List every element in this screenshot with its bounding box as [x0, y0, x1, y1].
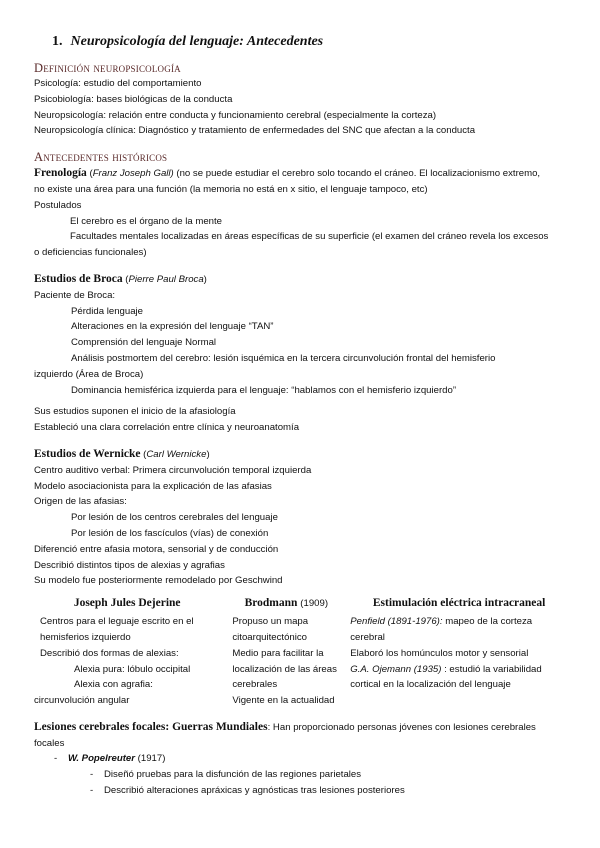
broca-item: Alteraciones en la expresión del lenguaje “TAN”	[71, 321, 274, 333]
wernicke-origen-item: Por lesión de los fascículos (vías) de conexión	[71, 527, 269, 539]
wernicke-line: Modelo asociacionista para la explicación de las afasias	[34, 480, 272, 492]
brodmann-line: Medio para facilitar la	[232, 647, 324, 659]
broca-item: Comprensión del lenguaje Normal	[71, 337, 217, 349]
dejerine-line: Alexia pura: lóbulo occipital	[74, 663, 191, 675]
wernicke-label: Estudios de Wernicke	[34, 447, 141, 460]
broca-dominancia: Dominancia hemisférica izquierda para el lenguaje: “hablamos con el hemisferio izquierdo”	[71, 384, 457, 396]
wernicke-author: Carl Wernicke	[146, 448, 207, 460]
brodmann-heading	[232, 595, 340, 612]
estimulacion-line	[350, 614, 568, 630]
broca-summary: Estableció una clara correlación entre clínica y neuroanatomía	[34, 422, 300, 434]
broca-analisis: Análisis postmortem del cerebro: lesión isquémica en la tercera circunvolución frontal del hemisferio	[71, 352, 496, 364]
wernicke-heading: Estudios de Wernicke (Carl Wernicke)	[34, 447, 210, 460]
broca-author: Pierre Paul Broca	[128, 273, 204, 285]
lesiones-line-2: focales	[34, 737, 65, 749]
page-title	[52, 34, 568, 50]
frenologia-author: Franz Joseph Gall)	[92, 168, 174, 180]
dejerine-line: hemisferios izquierdo	[40, 631, 131, 643]
frenologia-line-2: no existe una área para una función (la memoria no está en x sitio, el lenguaje tampoco, etc)	[34, 183, 428, 195]
postulados-label: Postulados	[34, 199, 82, 211]
ojemann-author: G.A. Ojemann (1935)	[350, 663, 442, 675]
frenologia-line	[34, 165, 568, 182]
definicion-line: Neuropsicología clínica: Diagnóstico y tratamiento de enfermedades del SNC que afectan a la conducta	[34, 125, 476, 137]
lesiones-line	[34, 719, 568, 736]
penfield-author: Penfield (1891-1976):	[350, 616, 443, 628]
wernicke-line: Describió distintos tipos de alexias y agrafias	[34, 559, 225, 571]
list-item	[34, 783, 568, 799]
lesiones-text: : Han proporcionado personas jóvenes con lesiones cerebrales	[267, 721, 536, 733]
frenologia-rest: (no se puede estudiar el cerebro solo tocando el cráneo. El localizacionismo extremo,	[173, 168, 541, 180]
definicion-line: Psicología: estudio del comportamiento	[34, 78, 202, 89]
ojemann-text: : estudió la variabilidad	[441, 663, 542, 675]
estimulacion-line: Elaboró los homúnculos motor y sensorial	[350, 647, 529, 659]
popelreuter-name: W. Popelreuter	[68, 753, 135, 765]
dejerine-heading: Joseph Jules Dejerine	[73, 597, 181, 610]
brodmann-line: cerebrales	[232, 679, 278, 691]
title-text: Neuropsicología del lenguaje: Antecedentes	[70, 34, 324, 49]
broca-heading: Estudios de Broca (Pierre Paul Broca)	[34, 272, 207, 285]
postulado-item: Facultades mentales localizadas en áreas específicas de su superficie (el examen del cráneo revela los excesos	[70, 231, 549, 243]
estimulacion-line: cortical en la localización del lenguaje	[350, 679, 511, 691]
penfield-text: mapeo de la corteza	[442, 616, 533, 628]
popelreuter-item: Diseñó pruebas para la disfunción de las regiones parietales	[104, 769, 362, 781]
title-number: 1.	[52, 34, 63, 49]
dash-bullet: -	[54, 753, 58, 765]
postulado-item-cont: o deficiencias funcionales)	[34, 247, 147, 259]
dash-bullet: -	[90, 769, 94, 781]
broca-label: Estudios de Broca	[34, 272, 123, 285]
brodmann-line: Vigente en la actualidad	[232, 695, 335, 707]
brodmann-line: localización de las áreas	[232, 663, 337, 675]
wernicke-origen-item: Por lesión de los centros cerebrales del lenguaje	[71, 512, 278, 524]
definicion-line: Psicobiología: bases biológicas de la conducta	[34, 93, 233, 105]
postulado-item: El cerebro es el órgano de la mente	[70, 215, 222, 227]
brodmann-line: citoarquitectónico	[232, 631, 308, 643]
popelreuter-year: (1917)	[135, 753, 166, 765]
brodmann-name: Brodmann	[244, 597, 298, 610]
brodmann-year: (1909)	[300, 598, 329, 610]
wernicke-line: Su modelo fue posteriormente remodelado por Geschwind	[34, 575, 283, 587]
lesiones-label: Lesiones cerebrales focales: Guerras Mundiales	[34, 720, 268, 733]
antecedentes-heading: Antecedentes históricos	[34, 150, 168, 165]
three-columns	[34, 595, 568, 709]
estimulacion-heading: Estimulación eléctrica intracraneal	[372, 597, 546, 610]
definicion-heading: Definición neuropsicología	[34, 61, 181, 75]
brodmann-column	[232, 595, 340, 709]
estimulacion-column	[350, 595, 568, 709]
dejerine-line: Describió dos formas de alexias:	[40, 647, 179, 659]
dejerine-line: circunvolución angular	[34, 695, 130, 707]
definicion-line: Neuropsicología: relación entre conducta y funcionamiento cerebral (especialmente la corteza)	[34, 109, 437, 121]
wernicke-line: Diferenció entre afasia motora, sensorial y de conducción	[34, 543, 279, 555]
estimulacion-line	[350, 662, 568, 678]
dejerine-line: Centros para el leguaje escrito en el	[40, 616, 194, 628]
estimulacion-line: cerebral	[350, 631, 385, 643]
document-page	[34, 34, 568, 799]
wernicke-line: Centro auditivo verbal: Primera circunvolución temporal izquierda	[34, 464, 312, 476]
broca-summary: Sus estudios suponen el inicio de la afasiología	[34, 406, 236, 418]
dash-bullet: -	[90, 785, 94, 797]
broca-paciente: Paciente de Broca:	[34, 289, 116, 301]
popelreuter-item: Describió alteraciones apráxicas y agnósticas tras lesiones posteriores	[104, 785, 405, 797]
list-item	[34, 767, 568, 783]
dejerine-line: Alexia con agrafia:	[74, 679, 153, 691]
list-item	[34, 751, 568, 767]
frenologia-open: (	[86, 168, 93, 180]
frenologia-label: Frenología	[34, 167, 87, 180]
brodmann-line: Propuso un mapa	[232, 616, 309, 628]
dejerine-column	[34, 595, 220, 709]
broca-analisis-cont: izquierdo (Área de Broca)	[34, 368, 144, 380]
broca-item: Pérdida lenguaje	[71, 305, 144, 317]
wernicke-line: Origen de las afasias:	[34, 496, 127, 508]
